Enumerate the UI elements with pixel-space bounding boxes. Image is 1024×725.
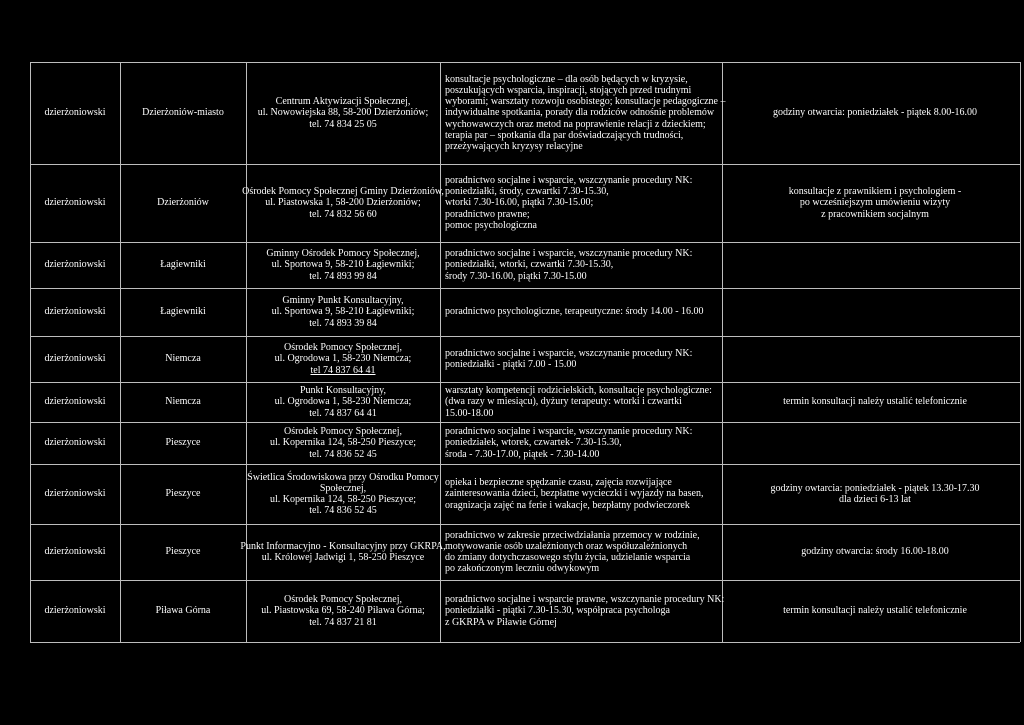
institution-line: Ośrodek Pomocy Społecznej, xyxy=(283,426,403,438)
services-cell xyxy=(445,524,745,580)
table-row xyxy=(30,524,1020,580)
institution-line: tel 74 837 64 41 xyxy=(310,364,376,376)
services-line: poniedziałki - piątki 7.00 - 15.00 xyxy=(445,359,577,370)
municipality-name: Łagiewniki xyxy=(160,259,206,271)
services-line: poradnictwo socjalne i wsparcie, wszczynanie procedury NK: xyxy=(445,347,693,359)
services-line: opieka i bezpieczne spędzanie czasu, zajęcia rozwijające xyxy=(445,477,672,489)
services-line: terapia par – spotkania dla par doświadczających trudności, xyxy=(445,129,684,141)
institution-cell xyxy=(242,164,444,242)
services-line: 15.00-18.00 xyxy=(445,407,494,419)
services-line: poradnictwo socjalne i wsparcie, wszczynanie procedury NK: xyxy=(445,174,693,186)
institution-cell xyxy=(246,242,440,288)
table-row xyxy=(30,288,1020,336)
table-row xyxy=(30,242,1020,288)
services-line: wychowawczych oraz metod na poprawienie relacji z dzieckiem; xyxy=(445,118,706,130)
services-cell xyxy=(445,242,745,288)
services-lines xyxy=(445,594,724,628)
notes-cell xyxy=(730,336,1020,422)
notes-cell xyxy=(730,62,1020,164)
services-line: poradnictwo socjalne i wsparcie prawne, wszczynanie procedury NK: xyxy=(445,594,725,606)
county-cell xyxy=(30,580,120,642)
services-line: poradnictwo w zakresie przeciwdziałania przemocy w rodzinie, xyxy=(445,529,700,541)
institution-cell xyxy=(246,422,440,464)
services-line: poradnictwo socjalne i wsparcie, wszczynanie procedury NK: xyxy=(445,426,693,438)
services-lines xyxy=(445,348,692,370)
institution-line: Gminny Ośrodek Pomocy Społecznej, xyxy=(266,248,420,260)
services-line: oragnizacja zajęć na ferie i wakacje, bezpłatny podwieczorek xyxy=(445,499,690,511)
table-row xyxy=(30,62,1020,164)
row-divider xyxy=(30,642,1020,643)
services-line: do zmiany dotychczasowego stylu życia, udzielanie wsparcia xyxy=(445,552,691,563)
institution-line: ul. Ogrodowa 1, 58-230 Niemcza; xyxy=(274,353,412,365)
institution-line: Ośrodek Pomocy Społecznej Gminy Dzierżoniów, xyxy=(242,186,444,198)
county-cell xyxy=(30,62,120,164)
institution-line: ul. Sportowa 9, 58-210 Łagiewniki; xyxy=(271,306,415,318)
county-name: dzierżoniowski xyxy=(44,197,106,209)
county-name: dzierżoniowski xyxy=(44,546,106,558)
notes-line: z pracownikiem socjalnym xyxy=(821,208,929,220)
notes-line: termin konsultacji należy ustalić telefonicznie xyxy=(783,396,967,408)
county-cell xyxy=(30,336,120,382)
services-cell xyxy=(445,164,745,242)
column-divider xyxy=(1020,62,1021,642)
institution-cell xyxy=(246,382,440,422)
municipality-cell xyxy=(120,288,246,336)
municipality-name: Pieszyce xyxy=(165,546,201,558)
municipality-name: Pieszyce xyxy=(165,488,201,500)
municipality-name: Pieszyce xyxy=(165,437,201,449)
institution-line: tel. 74 834 25 05 xyxy=(309,118,377,130)
services-lines xyxy=(445,530,700,575)
services-cell xyxy=(445,464,745,524)
institution-line: Ośrodek Pomocy Społecznej, xyxy=(283,594,403,606)
institution-line: tel. 74 837 64 41 xyxy=(309,407,377,419)
notes-cell xyxy=(730,580,1020,642)
services-line: (dwa razy w miesiącu), dyżury terapeuty: wtorki i czwartki xyxy=(445,396,682,408)
municipality-cell xyxy=(120,580,246,642)
county-cell xyxy=(30,464,120,524)
institution-cell xyxy=(246,464,440,524)
services-lines xyxy=(445,74,725,152)
notes-line: godziny otwarcia: poniedziałek - piątek 8.00-16.00 xyxy=(772,107,978,119)
services-line: poniedziałek, wtorek, czwartek- 7.30-15.30, xyxy=(445,437,622,449)
municipality-name: Łagiewniki xyxy=(160,306,206,318)
services-line: poradnictwo psychologiczne, terapeutyczne: środy 14.00 - 16.00 xyxy=(445,306,704,318)
notes-cell xyxy=(730,164,1020,242)
institution-line: Społecznej, xyxy=(319,482,367,494)
county-cell xyxy=(30,524,120,580)
institution-line: ul. Ogrodowa 1, 58-230 Niemcza; xyxy=(274,396,412,408)
institution-line: tel. 74 836 52 45 xyxy=(309,448,377,460)
notes-line: godziny otwarcia: środy 16.00-18.00 xyxy=(801,546,949,558)
municipality-cell xyxy=(120,336,246,382)
county-cell xyxy=(30,242,120,288)
services-lines xyxy=(445,175,692,231)
services-line: pomoc psychologiczna xyxy=(445,219,537,231)
services-lines xyxy=(445,426,692,460)
institution-line: Centrum Aktywizacji Społecznej, xyxy=(275,96,411,108)
institution-line: tel. 74 837 21 81 xyxy=(309,616,377,628)
municipality-cell xyxy=(120,464,246,524)
services-line: przeżywających kryzysy relacyjne xyxy=(445,141,583,152)
notes-line: konsultacje z prawnikiem i psychologiem - xyxy=(788,186,962,198)
municipality-name: Dzierżoniów xyxy=(157,197,209,209)
services-cell xyxy=(445,382,745,422)
county-name: dzierżoniowski xyxy=(44,306,106,318)
notes-cell xyxy=(730,422,1020,464)
services-line: motywowanie osób uzależnionych oraz współuzależnionych xyxy=(445,540,688,552)
notes-line: godziny owtarcia: poniedziałek - piątek 13.30-17.30 xyxy=(770,482,980,494)
services-line: środa - 7.30-17.00, piątek - 7.30-14.00 xyxy=(445,448,600,460)
table-row xyxy=(30,464,1020,524)
institution-cell xyxy=(240,524,446,580)
institution-cell xyxy=(246,580,440,642)
notes-cell xyxy=(730,288,1020,336)
services-line: indywidualne spotkania, porady dla rodziców odnośnie problemów xyxy=(445,107,715,119)
municipality-name: Niemcza xyxy=(165,396,201,408)
services-cell xyxy=(445,422,745,464)
services-line: poniedziałki, wtorki, czwartki 7.30-15.30, xyxy=(445,259,614,271)
institution-cell xyxy=(246,62,440,164)
institution-line: ul. Królowej Jadwigi 1, 58-250 Pieszyce xyxy=(261,552,425,563)
institution-line: tel. 74 893 99 84 xyxy=(309,270,377,282)
notes-cell xyxy=(730,524,1020,580)
county-name: dzierżoniowski xyxy=(44,259,106,271)
municipality-name: Piława Górna xyxy=(155,605,211,617)
institution-line: ul. Piastowska 69, 58-240 Piława Górna; xyxy=(261,605,425,617)
municipality-name: Niemcza xyxy=(165,353,201,365)
services-line: wtorki 7.30-16.00, piątki 7.30-15.00; xyxy=(445,197,594,209)
institution-line: Gminny Punkt Konsultacyjny, xyxy=(282,295,404,307)
county-name: dzierżoniowski xyxy=(44,605,106,617)
institution-cell xyxy=(246,336,440,382)
notes-line: po wcześniejszym umówieniu wizyty xyxy=(799,197,951,209)
institution-line: Punkt Informacyjno - Konsultacyjny przy GKRPA, xyxy=(240,540,446,552)
services-line: poradnictwo prawne; xyxy=(445,208,530,220)
services-lines xyxy=(445,385,712,419)
notes-line: dla dzieci 6-13 lat xyxy=(839,494,911,505)
institution-line: Ośrodek Pomocy Społecznej, xyxy=(283,342,403,354)
services-lines xyxy=(445,306,704,317)
services-line: po zakończonym leczniu odwykowym xyxy=(445,563,600,575)
institution-line: ul. Kopernika 124, 58-250 Pieszyce; xyxy=(269,494,417,505)
institution-line: tel. 74 893 39 84 xyxy=(309,317,377,329)
notes-cell xyxy=(730,464,1020,524)
services-cell xyxy=(445,336,745,382)
services-lines xyxy=(445,477,704,511)
county-name: dzierżoniowski xyxy=(44,488,106,500)
services-lines xyxy=(445,248,692,282)
services-line: poradnictwo socjalne i wsparcie, wszczynanie procedury NK: xyxy=(445,248,693,260)
table-row xyxy=(30,580,1020,642)
municipality-cell xyxy=(120,422,246,464)
municipality-cell xyxy=(120,524,246,580)
services-line: warsztaty kompetencji rodzicielskich, konsultacje psychologiczne: xyxy=(445,385,712,397)
services-line: poniedziałki, środy, czwartki 7.30-15.30, xyxy=(445,186,609,198)
county-cell xyxy=(30,164,120,242)
services-cell xyxy=(445,288,745,336)
municipality-cell xyxy=(120,164,246,242)
table-row xyxy=(30,382,1020,422)
table-row xyxy=(30,422,1020,464)
services-line: zainteresowania dzieci, bezpłatne wycieczki i wyjazdy na basen, xyxy=(445,488,704,500)
table-row xyxy=(30,164,1020,242)
services-cell xyxy=(445,580,745,642)
institution-line: Punkt Konsultacyjny, xyxy=(299,385,386,397)
county-cell xyxy=(30,422,120,464)
municipality-cell xyxy=(120,62,246,164)
county-name: dzierżoniowski xyxy=(44,353,106,365)
institution-cell xyxy=(246,288,440,336)
institution-line: ul. Piastowska 1, 58-200 Dzierżoniów; xyxy=(265,197,421,209)
notes-cell xyxy=(730,242,1020,288)
services-line: konsultacje psychologiczne – dla osób będących w kryzysie, xyxy=(445,73,688,85)
services-line: środy 7.30-16.00, piątki 7.30-15.00 xyxy=(445,270,587,282)
institution-line: ul. Kopernika 124, 58-250 Pieszyce; xyxy=(269,437,417,449)
municipality-cell xyxy=(120,242,246,288)
municipality-cell xyxy=(120,382,246,422)
institution-line: ul. Sportowa 9, 58-210 Łagiewniki; xyxy=(271,259,415,271)
county-cell xyxy=(30,382,120,422)
notes-line: termin konsultacji należy ustalić telefonicznie xyxy=(783,605,967,617)
services-line: wyborami; warsztaty rozwoju osobistego; konsultacje pedagogiczne – xyxy=(445,96,726,108)
county-name: dzierżoniowski xyxy=(44,107,106,119)
institution-line: tel. 74 832 56 60 xyxy=(309,208,377,220)
county-cell xyxy=(30,288,120,336)
institution-line: tel. 74 836 52 45 xyxy=(309,505,377,517)
services-cell xyxy=(445,62,745,164)
county-name: dzierżoniowski xyxy=(44,396,106,408)
municipality-name: Dzierżoniów-miasto xyxy=(142,107,224,119)
institution-line: ul. Nowowiejska 88, 58-200 Dzierżoniów; xyxy=(257,107,429,119)
services-line: poszukujących wsparcia, inspiracji, stojących przed trudnymi xyxy=(445,84,692,96)
institution-line: Świetlica Środowiskowa przy Ośrodku Pomocy xyxy=(247,471,439,483)
services-line: poniedziałki - piątki 7.30-15.30, współpraca psychologa xyxy=(445,605,670,617)
county-name: dzierżoniowski xyxy=(44,437,106,449)
services-line: z GKRPA w Piławie Górnej xyxy=(445,616,557,628)
